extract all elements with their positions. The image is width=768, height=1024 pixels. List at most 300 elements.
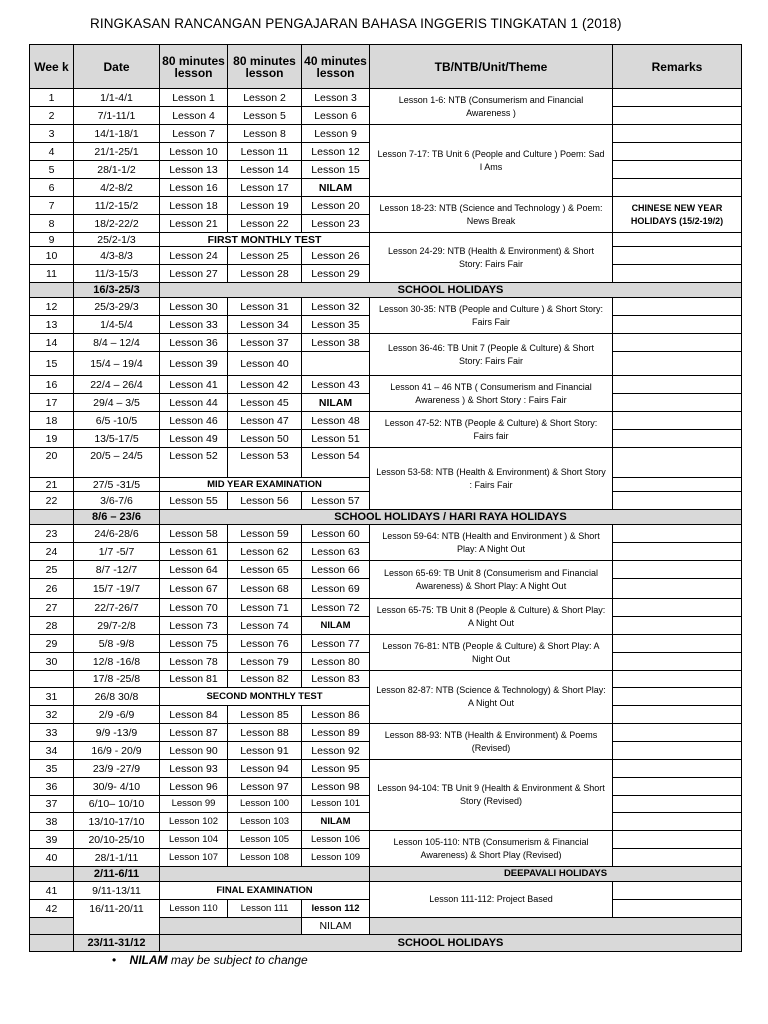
holiday-cell: SCHOOL HOLIDAYS: [160, 935, 742, 952]
remarks-cell: [613, 561, 742, 579]
week-cell: 6: [30, 179, 74, 197]
date-cell: 2/9 -6/9: [74, 706, 160, 724]
date-cell: 27/5 -31/5: [74, 478, 160, 492]
theme-cell: Lesson 41 – 46 NTB ( Consumerism and Financial Awareness ) & Short Story : Fairs Fair: [370, 376, 613, 412]
remarks-cell: [613, 525, 742, 543]
lesson-cell: Lesson 15: [302, 161, 370, 179]
date-cell: 6/5 -10/5: [74, 412, 160, 430]
remarks-cell: [613, 671, 742, 688]
lesson-cell: Lesson 72: [302, 599, 370, 617]
date-cell: 12/8 -16/8: [74, 653, 160, 671]
lesson-cell: Lesson 21: [160, 215, 228, 233]
week-cell: 40: [30, 849, 74, 867]
week-cell: 35: [30, 760, 74, 778]
remarks-cell: [613, 813, 742, 831]
nilam-cell: NILAM: [302, 813, 370, 831]
lesson-cell: Lesson 57: [302, 492, 370, 510]
week-cell: 4: [30, 143, 74, 161]
week-cell: 32: [30, 706, 74, 724]
lesson-cell: Lesson 14: [228, 161, 302, 179]
lesson-cell: Lesson 26: [302, 247, 370, 265]
table-row: [30, 635, 742, 653]
lesson-cell: Lesson 96: [160, 778, 228, 796]
lesson-cell: Lesson 87: [160, 724, 228, 742]
bullet-icon: •: [112, 953, 117, 967]
lesson-cell: Lesson 8: [228, 125, 302, 143]
lesson-cell: Lesson 12: [302, 143, 370, 161]
holiday-cell: SCHOOL HOLIDAYS / HARI RAYA HOLIDAYS: [160, 510, 742, 525]
date-cell: 8/7 -12/7: [74, 561, 160, 579]
remarks-cell: [613, 742, 742, 760]
table-row: [30, 233, 742, 247]
lesson-cell: Lesson 52: [160, 448, 228, 478]
week-cell: 17: [30, 394, 74, 412]
lesson-cell: Lesson 37: [228, 334, 302, 352]
week-cell: 15: [30, 352, 74, 376]
date-cell: 7/1-11/1: [74, 107, 160, 125]
lesson-cell: Lesson 6: [302, 107, 370, 125]
lesson-cell: Lesson 99: [160, 796, 228, 813]
header-remarks: Remarks: [613, 45, 742, 89]
week-cell: 9: [30, 233, 74, 247]
theme-cell: Lesson 18-23: NTB (Science and Technology ) & Poem: News Break: [370, 197, 613, 233]
holiday-cell: SCHOOL HOLIDAYS: [160, 283, 742, 298]
week-cell: 11: [30, 265, 74, 283]
lesson-cell: Lesson 66: [302, 561, 370, 579]
lesson-cell: Lesson 110: [160, 900, 228, 918]
lesson-cell: Lesson 17: [228, 179, 302, 197]
date-cell: 21/1-25/1: [74, 143, 160, 161]
remarks-cell: [613, 760, 742, 778]
table-row: [30, 671, 742, 688]
week-cell: 7: [30, 197, 74, 215]
date-cell: 16/3-25/3: [74, 283, 160, 298]
lesson-cell: Lesson 25: [228, 247, 302, 265]
week-cell: 8: [30, 215, 74, 233]
lesson-cell: Lesson 75: [160, 635, 228, 653]
lesson-cell: Lesson 19: [228, 197, 302, 215]
lesson-cell: Lesson 55: [160, 492, 228, 510]
week-cell: 23: [30, 525, 74, 543]
remarks-cell: [613, 653, 742, 671]
theme-cell: Lesson 82-87: NTB (Science & Technology) & Short Play: A Night Out: [370, 671, 613, 724]
date-cell: 15/7 -19/7: [74, 579, 160, 599]
week-cell: 39: [30, 831, 74, 849]
date-cell: 25/3-29/3: [74, 298, 160, 316]
lesson-cell: Lesson 46: [160, 412, 228, 430]
date-cell: 16/11-20/11: [74, 900, 160, 935]
date-cell: 4/2-8/2: [74, 179, 160, 197]
remarks-cell: [613, 143, 742, 161]
date-cell: 4/3-8/3: [74, 247, 160, 265]
footnote: [112, 953, 308, 967]
remarks-cell: [613, 247, 742, 265]
lesson-cell: Lesson 84: [160, 706, 228, 724]
theme-cell: Lesson 94-104: TB Unit 9 (Health & Environment & Short Story (Revised): [370, 760, 613, 831]
lesson-cell: Lesson 3: [302, 89, 370, 107]
lesson-cell: Lesson 33: [160, 316, 228, 334]
lesson-cell: Lesson 102: [160, 813, 228, 831]
date-cell: 2/11-6/11: [74, 867, 160, 882]
blank-cell: [160, 918, 302, 935]
lesson-cell: Lesson 103: [228, 813, 302, 831]
remarks-cell: [613, 334, 742, 352]
remarks-cell: [613, 233, 742, 247]
theme-cell: Lesson 65-75: TB Unit 8 (People & Culture) & Short Play: A Night Out: [370, 599, 613, 635]
nilam-cell: NILAM: [302, 179, 370, 197]
date-cell: 16/9 - 20/9: [74, 742, 160, 760]
week-cell: 38: [30, 813, 74, 831]
lesson-cell: Lesson 69: [302, 579, 370, 599]
lesson-cell: Lesson 58: [160, 525, 228, 543]
lesson-cell: Lesson 108: [228, 849, 302, 867]
lesson-cell: Lesson 85: [228, 706, 302, 724]
lesson-cell: Lesson 27: [160, 265, 228, 283]
lesson-cell: Lesson 63: [302, 543, 370, 561]
week-cell: 13: [30, 316, 74, 334]
theme-cell: Lesson 105-110: NTB (Consumerism & Financial Awareness) & Short Play (Revised): [370, 831, 613, 867]
remarks-cell: [613, 778, 742, 796]
lesson-cell: [302, 352, 370, 376]
lesson-cell: Lesson 79: [228, 653, 302, 671]
lesson-cell: Lesson 78: [160, 653, 228, 671]
date-cell: 1/1-4/1: [74, 89, 160, 107]
lesson-plan-table: [29, 44, 742, 952]
week-cell: 2: [30, 107, 74, 125]
theme-cell: Lesson 65-69: TB Unit 8 (Consumerism and Financial Awareness) & Short Play: A Night Out: [370, 561, 613, 599]
lesson-cell: Lesson 111: [228, 900, 302, 918]
nilam-cell: NILAM: [302, 918, 370, 935]
remarks-cell: [613, 796, 742, 813]
remarks-cell: [613, 412, 742, 430]
remarks-cell: [613, 599, 742, 617]
week-cell: 12: [30, 298, 74, 316]
header-lesson-40: 40 minutes lesson: [302, 45, 370, 89]
week-cell: [30, 918, 74, 935]
remarks-cell: [613, 125, 742, 143]
lesson-cell: Lesson 29: [302, 265, 370, 283]
table-row: [30, 561, 742, 579]
theme-cell: Lesson 7-17: TB Unit 6 (People and Culture ) Poem: Sad I Ams: [370, 125, 613, 197]
date-cell: 9/9 -13/9: [74, 724, 160, 742]
date-cell: 9/11-13/11: [74, 882, 160, 900]
remarks-cell: [613, 430, 742, 448]
week-cell: [30, 671, 74, 688]
date-cell: 29/7-2/8: [74, 617, 160, 635]
date-cell: 22/7-26/7: [74, 599, 160, 617]
table-row: [30, 298, 742, 316]
week-cell: 22: [30, 492, 74, 510]
lesson-cell: Lesson 36: [160, 334, 228, 352]
lesson-cell: Lesson 76: [228, 635, 302, 653]
header-date: Date: [74, 45, 160, 89]
lesson-cell: Lesson 42: [228, 376, 302, 394]
lesson-cell: Lesson 2: [228, 89, 302, 107]
lesson-cell: Lesson 59: [228, 525, 302, 543]
holiday-row: [30, 283, 742, 298]
remarks-cell: [613, 448, 742, 478]
lesson-cell: Lesson 97: [228, 778, 302, 796]
lesson-cell: Lesson 106: [302, 831, 370, 849]
week-cell: 20: [30, 448, 74, 478]
week-cell: [30, 283, 74, 298]
date-cell: 29/4 – 3/5: [74, 394, 160, 412]
lesson-cell: Lesson 83: [302, 671, 370, 688]
lesson-cell: Lesson 107: [160, 849, 228, 867]
lesson-cell: Lesson 54: [302, 448, 370, 478]
lesson-cell: Lesson 31: [228, 298, 302, 316]
lesson-cell: Lesson 35: [302, 316, 370, 334]
date-cell: 18/2-22/2: [74, 215, 160, 233]
lesson-cell: Lesson 88: [228, 724, 302, 742]
week-cell: 1: [30, 89, 74, 107]
date-cell: 8/4 – 12/4: [74, 334, 160, 352]
remarks-cell: [613, 831, 742, 849]
theme-cell: Lesson 59-64: NTB (Health and Environment ) & Short Play: A Night Out: [370, 525, 613, 561]
date-cell: 11/2-15/2: [74, 197, 160, 215]
lesson-cell: Lesson 20: [302, 197, 370, 215]
week-cell: 30: [30, 653, 74, 671]
lesson-cell: Lesson 10: [160, 143, 228, 161]
lesson-cell: Lesson 61: [160, 543, 228, 561]
table-row: [30, 882, 742, 900]
nilam-cell: NILAM: [302, 394, 370, 412]
table-row: [30, 525, 742, 543]
remarks-cell: [613, 107, 742, 125]
theme-cell: Lesson 24-29: NTB (Health & Environment) & Short Story: Fairs Fair: [370, 233, 613, 283]
table-row: [30, 376, 742, 394]
lesson-cell: Lesson 74: [228, 617, 302, 635]
week-cell: 21: [30, 478, 74, 492]
week-cell: 27: [30, 599, 74, 617]
week-cell: 41: [30, 882, 74, 900]
header-week: Wee k: [30, 45, 74, 89]
week-cell: 42: [30, 900, 74, 918]
theme-cell: Lesson 36-46: TB Unit 7 (People & Culture) & Short Story: Fairs Fair: [370, 334, 613, 376]
theme-cell: Lesson 47-52: NTB (People & Culture) & Short Story: Fairs fair: [370, 412, 613, 448]
date-cell: 25/2-1/3: [74, 233, 160, 247]
lesson-cell: Lesson 100: [228, 796, 302, 813]
footnote-emphasis: NILAM: [129, 953, 168, 967]
lesson-cell: Lesson 48: [302, 412, 370, 430]
date-cell: 20/5 – 24/5: [74, 448, 160, 478]
date-cell: 8/6 – 23/6: [74, 510, 160, 525]
remarks-cell: [613, 849, 742, 867]
date-cell: 5/8 -9/8: [74, 635, 160, 653]
lesson-cell: Lesson 4: [160, 107, 228, 125]
lesson-cell: Lesson 65: [228, 561, 302, 579]
holiday-row: [30, 510, 742, 525]
lesson-cell: Lesson 30: [160, 298, 228, 316]
week-cell: 37: [30, 796, 74, 813]
week-cell: 14: [30, 334, 74, 352]
date-cell: 23/11-31/12: [74, 935, 160, 952]
date-cell: 13/10-17/10: [74, 813, 160, 831]
header-row: [30, 45, 742, 89]
lesson-cell: Lesson 45: [228, 394, 302, 412]
holiday-row: [30, 935, 742, 952]
theme-cell: Lesson 88-93: NTB (Health & Environment) & Poems (Revised): [370, 724, 613, 760]
week-cell: [30, 867, 74, 882]
lesson-cell: Lesson 109: [302, 849, 370, 867]
date-cell: 23/9 -27/9: [74, 760, 160, 778]
lesson-cell: Lesson 18: [160, 197, 228, 215]
remarks-cell: [613, 265, 742, 283]
event-cell: MID YEAR EXAMINATION: [160, 478, 370, 492]
theme-cell: Lesson 1-6: NTB (Consumerism and Financial Awareness ): [370, 89, 613, 125]
table-row: [30, 89, 742, 107]
week-cell: [30, 935, 74, 952]
lesson-cell: lesson 112: [302, 900, 370, 918]
lesson-cell: Lesson 101: [302, 796, 370, 813]
remarks-cell: [613, 492, 742, 510]
date-cell: 26/8 30/8: [74, 688, 160, 706]
remarks-cell: [613, 706, 742, 724]
lesson-cell: Lesson 70: [160, 599, 228, 617]
holiday-row: [30, 867, 742, 882]
lesson-cell: Lesson 64: [160, 561, 228, 579]
footnote-text: may be subject to change: [167, 953, 308, 967]
week-cell: 3: [30, 125, 74, 143]
lesson-cell: Lesson 9: [302, 125, 370, 143]
lesson-cell: Lesson 105: [228, 831, 302, 849]
nilam-cell: NILAM: [302, 617, 370, 635]
lesson-cell: Lesson 71: [228, 599, 302, 617]
lesson-cell: Lesson 51: [302, 430, 370, 448]
remarks-cell: [613, 376, 742, 394]
remarks-cell: [613, 161, 742, 179]
lesson-cell: Lesson 23: [302, 215, 370, 233]
date-cell: 11/3-15/3: [74, 265, 160, 283]
remarks-cell: [613, 179, 742, 197]
holiday-blank-cell: [160, 867, 370, 882]
week-cell: [30, 510, 74, 525]
remarks-cell: [613, 543, 742, 561]
lesson-cell: Lesson 80: [302, 653, 370, 671]
remarks-cell: [613, 89, 742, 107]
lesson-cell: Lesson 44: [160, 394, 228, 412]
lesson-cell: Lesson 98: [302, 778, 370, 796]
week-cell: 19: [30, 430, 74, 448]
lesson-cell: Lesson 47: [228, 412, 302, 430]
lesson-cell: Lesson 40: [228, 352, 302, 376]
lesson-cell: Lesson 104: [160, 831, 228, 849]
lesson-cell: Lesson 24: [160, 247, 228, 265]
lesson-cell: Lesson 81: [160, 671, 228, 688]
lesson-cell: Lesson 93: [160, 760, 228, 778]
remarks-cell: [613, 635, 742, 653]
lesson-cell: Lesson 28: [228, 265, 302, 283]
lesson-cell: Lesson 5: [228, 107, 302, 125]
holiday-cell: DEEPAVALI HOLIDAYS: [370, 867, 742, 882]
lesson-cell: Lesson 11: [228, 143, 302, 161]
remarks-cell: [613, 900, 742, 918]
table-row: [30, 599, 742, 617]
lesson-cell: Lesson 92: [302, 742, 370, 760]
lesson-cell: Lesson 13: [160, 161, 228, 179]
date-cell: 13/5-17/5: [74, 430, 160, 448]
table-row: [30, 334, 742, 352]
week-cell: 24: [30, 543, 74, 561]
event-cell: SECOND MONTHLY TEST: [160, 688, 370, 706]
date-cell: 14/1-18/1: [74, 125, 160, 143]
week-cell: 26: [30, 579, 74, 599]
remarks-cell: [613, 394, 742, 412]
lesson-cell: Lesson 43: [302, 376, 370, 394]
table-row: [30, 125, 742, 143]
lesson-cell: Lesson 41: [160, 376, 228, 394]
lesson-cell: Lesson 73: [160, 617, 228, 635]
remarks-cell: [613, 724, 742, 742]
week-cell: 34: [30, 742, 74, 760]
header-lesson-80a: 80 minutes lesson: [160, 45, 228, 89]
lesson-cell: Lesson 34: [228, 316, 302, 334]
lesson-cell: Lesson 90: [160, 742, 228, 760]
date-cell: 15/4 – 19/4: [74, 352, 160, 376]
table-row: [30, 448, 742, 478]
lesson-cell: Lesson 39: [160, 352, 228, 376]
week-cell: 29: [30, 635, 74, 653]
theme-cell: Lesson 76-81: NTB (People & Culture) & Short Play: A Night Out: [370, 635, 613, 671]
date-cell: 3/6-7/6: [74, 492, 160, 510]
lesson-cell: Lesson 56: [228, 492, 302, 510]
lesson-cell: Lesson 91: [228, 742, 302, 760]
remarks-cell: [613, 352, 742, 376]
lesson-cell: Lesson 1: [160, 89, 228, 107]
remarks-cell: [613, 298, 742, 316]
week-cell: 10: [30, 247, 74, 265]
date-cell: 28/1-1/11: [74, 849, 160, 867]
lesson-cell: Lesson 77: [302, 635, 370, 653]
date-cell: 1/4-5/4: [74, 316, 160, 334]
remarks-cell: [613, 882, 742, 900]
remarks-cell: [613, 688, 742, 706]
date-cell: 1/7 -5/7: [74, 543, 160, 561]
date-cell: 6/10– 10/10: [74, 796, 160, 813]
lesson-cell: Lesson 68: [228, 579, 302, 599]
remarks-cell: [613, 617, 742, 635]
week-cell: 25: [30, 561, 74, 579]
date-cell: 22/4 – 26/4: [74, 376, 160, 394]
table-row: [30, 412, 742, 430]
date-cell: 24/6-28/6: [74, 525, 160, 543]
lesson-cell: Lesson 22: [228, 215, 302, 233]
table-row: [30, 724, 742, 742]
lesson-cell: Lesson 50: [228, 430, 302, 448]
date-cell: 20/10-25/10: [74, 831, 160, 849]
blank-cell: [370, 918, 742, 935]
event-cell: FIRST MONTHLY TEST: [160, 233, 370, 247]
lesson-cell: Lesson 67: [160, 579, 228, 599]
week-cell: 16: [30, 376, 74, 394]
lesson-cell: Lesson 89: [302, 724, 370, 742]
lesson-cell: Lesson 94: [228, 760, 302, 778]
lesson-cell: Lesson 53: [228, 448, 302, 478]
week-cell: 28: [30, 617, 74, 635]
week-cell: 31: [30, 688, 74, 706]
lesson-cell: Lesson 62: [228, 543, 302, 561]
event-cell: FINAL EXAMINATION: [160, 882, 370, 900]
page-title: RINGKASAN RANCANGAN PENGAJARAN BAHASA INGGERIS TINGKATAN 1 (2018): [90, 16, 622, 31]
header-lesson-80b: 80 minutes lesson: [228, 45, 302, 89]
lesson-cell: Lesson 16: [160, 179, 228, 197]
remarks-cell: [613, 478, 742, 492]
table-row: [30, 197, 742, 215]
theme-cell: Lesson 30-35: NTB (People and Culture ) & Short Story: Fairs Fair: [370, 298, 613, 334]
date-cell: 28/1-1/2: [74, 161, 160, 179]
lesson-cell: Lesson 7: [160, 125, 228, 143]
week-cell: 33: [30, 724, 74, 742]
